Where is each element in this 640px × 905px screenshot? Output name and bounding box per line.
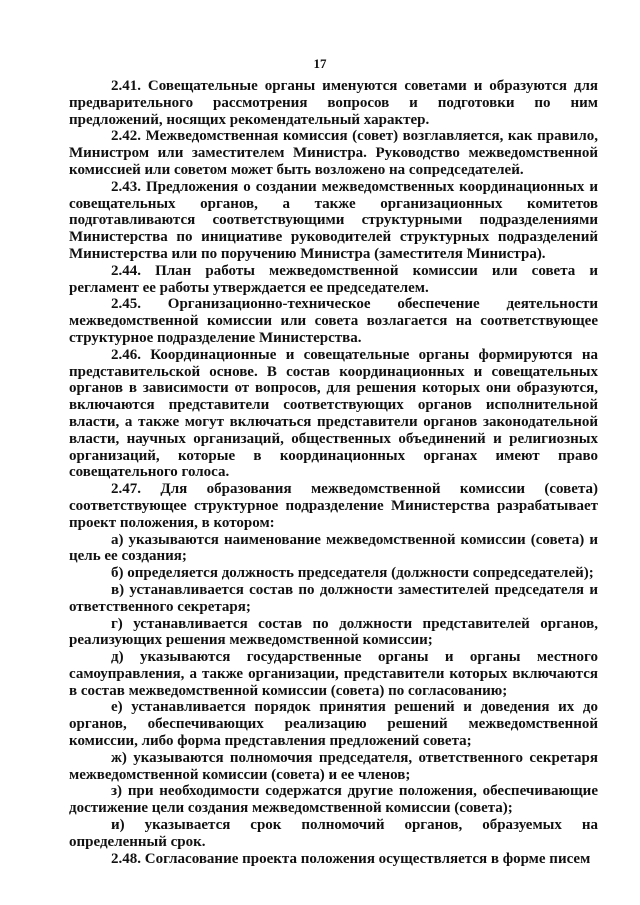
paragraph-2-46: 2.46. Координационные и совещательные органы формируются на представительской основе. В состав координационных и совещательных органов в зависимости от вопросов, для решения которых они образуются, включаются представители соответствующих органов исполнительной власти, а также могут включаться представители органов законодательной власти, научных организаций, общественных объединений и религиозных организаций, которые в координационных органах имеют право совещательного голоса. — [69, 346, 598, 481]
page-number: 17 — [313, 56, 327, 71]
paragraph-2-48: 2.48. Согласование проекта положения осуществляется в форме писем — [111, 850, 591, 867]
paragraph-2-43: 2.43. Предложения о создании межведомственных координационных и совещательных органов, а также организационных комитетов подготавливаются соответствующими структурными подразделениями Министерства по инициативе руководителей структурных подразделений Министерства или по поручению Министра (заместителя Министра). — [69, 178, 598, 262]
subitem-e: е) устанавливается порядок принятия решений и доведения их до органов, обеспечивающих реализацию решений межведомственной комиссии, либо форма представления предложений совета; — [69, 699, 598, 750]
paragraph-2-45: 2.45. Организационно-техническое обеспечение деятельности межведомственной комиссии или совета возлагается на соответствующее структурное подразделение Министерства. — [69, 296, 598, 346]
paragraph-2-41: 2.41. Совещательные органы именуются советами и образуются для предварительного рассмотрения вопросов и подготовки по ним предложений, носящих рекомендательный характер. — [69, 78, 598, 128]
subitem-z: з) при необходимости содержатся другие положения, обеспечивающие достижение цели создания межведомственной комиссии (совета); — [69, 783, 598, 817]
subitem-b: б) определяется должность председателя (должности сопредседателей); — [111, 565, 594, 582]
paragraph-2-42: 2.42. Межведомственная комиссия (совет) возглавляется, как правило, Министром или заместителем Министра. Руководство межведомственной комиссией или советом может быть возложено на сопредседателей. — [69, 128, 598, 178]
document-body — [69, 78, 598, 867]
subitem-zh: ж) указываются полномочия председателя, ответственного секретаря межведомственной комиссии (совета) и ее членов; — [69, 749, 598, 783]
subitem-v: в) устанавливается состав по должности заместителей председателя и ответственного секретаря; — [69, 581, 598, 615]
paragraph-2-44: 2.44. План работы межведомственной комиссии или совета и регламент ее работы утверждается ее председателем. — [69, 262, 598, 296]
subitem-a: а) указываются наименование межведомственной комиссии (совета) и цель ее создания; — [69, 531, 598, 565]
paragraph-2-47: 2.47. Для образования межведомственной комиссии (совета) соответствующее структурное подразделение Министерства разрабатывает проект положения, в котором: — [69, 481, 598, 531]
subitem-g: г) устанавливается состав по должности представителей органов, реализующих решения межведомственной комиссии; — [69, 615, 598, 649]
subitem-i: и) указывается срок полномочий органов, образуемых на определенный срок. — [69, 817, 598, 850]
subitem-d: д) указываются государственные органы и органы местного самоуправления, а также организации, представители которых включаются в состав межведомственной комиссии (совета) по согласованию; — [69, 649, 598, 699]
